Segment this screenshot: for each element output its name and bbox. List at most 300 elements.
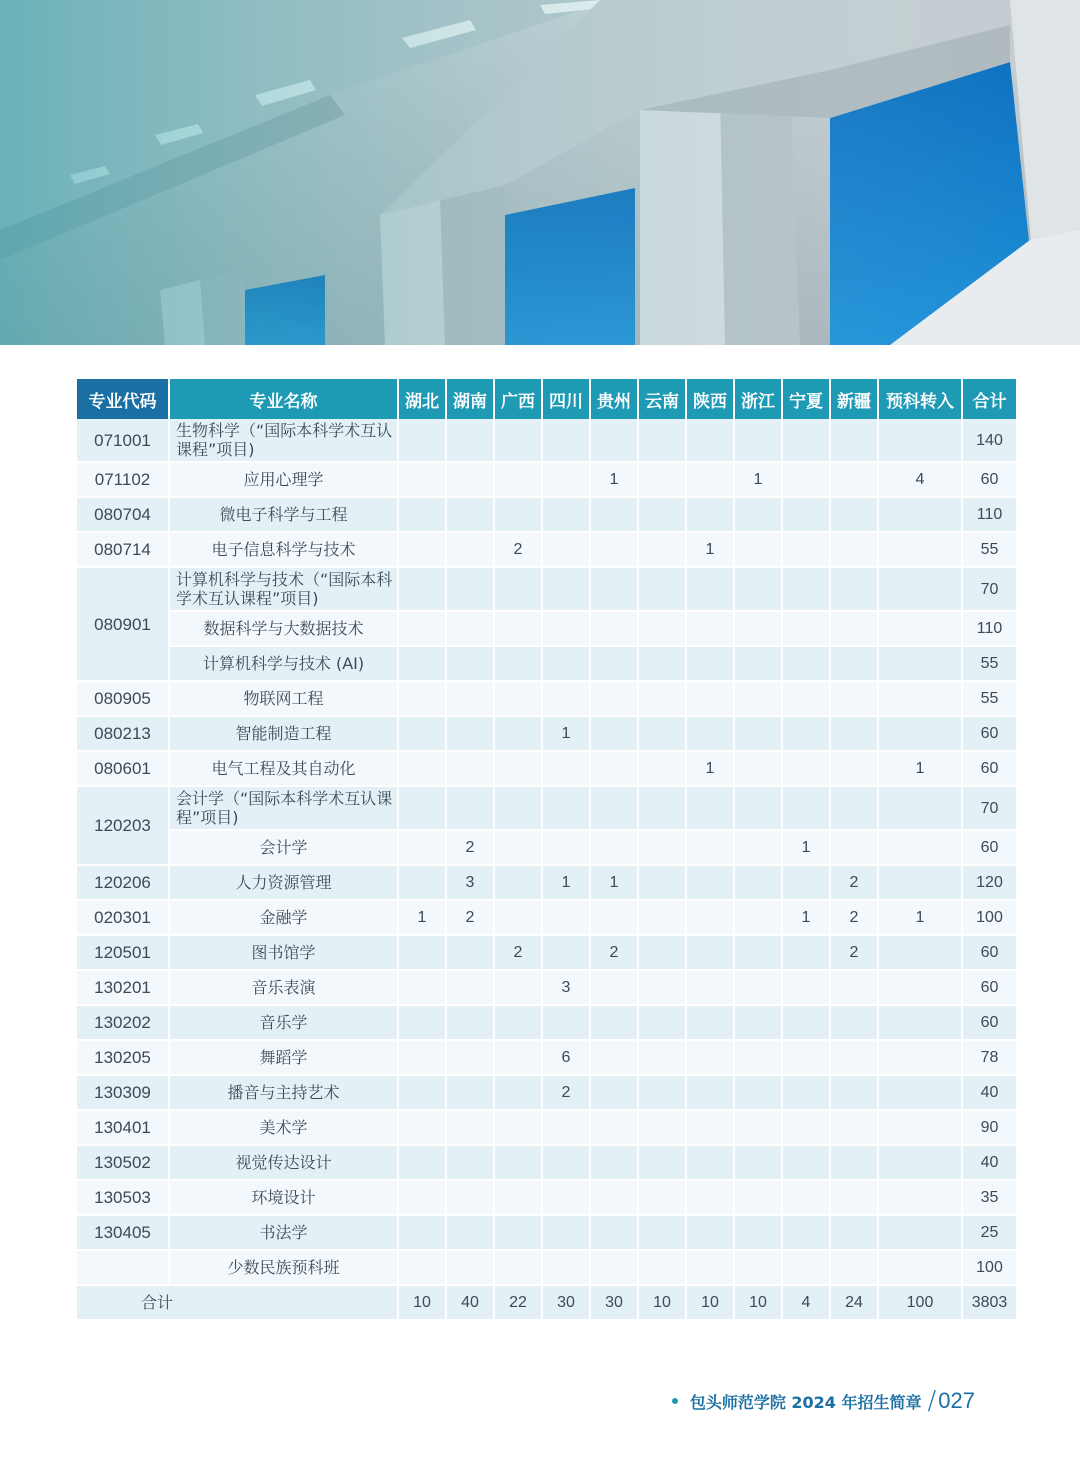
quota-cell [590,830,638,865]
quota-cell [494,1075,542,1110]
quota-cell [446,419,494,462]
major-name-cell: 音乐表演 [169,970,398,1005]
quota-cell [830,1250,878,1285]
footer-title: 包头师范学院 2024 年招生简章 [689,1392,922,1412]
quota-cell [638,611,686,646]
major-name-cell: 视觉传达设计 [169,1145,398,1180]
quota-cell [590,646,638,681]
quota-cell: 1 [878,751,962,786]
major-code-cell: 020301 [77,900,169,935]
quota-cell [782,419,830,462]
quota-cell [446,646,494,681]
row-total-cell: 40 [962,1075,1016,1110]
major-code-cell [77,1250,169,1285]
major-name-cell: 美术学 [169,1110,398,1145]
column-header-ningxia: 宁夏 [782,379,830,419]
quota-cell [398,497,446,532]
major-code-cell: 080601 [77,751,169,786]
major-name-cell: 会计学 [169,830,398,865]
quota-cell [878,830,962,865]
table-row [77,567,1016,611]
quota-cell [878,716,962,751]
quota-cell [734,935,782,970]
quota-cell [782,1215,830,1250]
quota-cell [398,419,446,462]
quota-cell [638,1215,686,1250]
quota-cell [542,1005,590,1040]
column-total-cell: 10 [398,1285,446,1320]
quota-cell [830,1005,878,1040]
table-row [77,1075,1016,1110]
quota-cell [638,567,686,611]
quota-cell [638,681,686,716]
quota-cell [542,1110,590,1145]
quota-cell [398,830,446,865]
major-name-cell: 舞蹈学 [169,1040,398,1075]
quota-cell [398,716,446,751]
quota-cell [494,1250,542,1285]
quota-cell: 4 [878,462,962,497]
quota-cell [494,419,542,462]
quota-cell [734,865,782,900]
quota-cell [686,462,734,497]
table-row [77,419,1016,462]
quota-cell [590,1250,638,1285]
table-row [77,462,1016,497]
major-name-cell: 音乐学 [169,1005,398,1040]
quota-cell [542,532,590,567]
quota-cell: 1 [398,900,446,935]
quota-cell [686,935,734,970]
quota-cell [398,935,446,970]
major-name-cell: 人力资源管理 [169,865,398,900]
quota-cell [830,497,878,532]
column-header-name: 专业名称 [169,379,398,419]
table-row [77,970,1016,1005]
major-code-cell: 130503 [77,1180,169,1215]
quota-cell [830,419,878,462]
quota-cell [542,419,590,462]
quota-cell [494,751,542,786]
quota-cell [878,865,962,900]
quota-cell [446,462,494,497]
quota-cell [878,970,962,1005]
quota-cell [590,611,638,646]
quota-cell [398,1110,446,1145]
column-total-cell: 30 [542,1285,590,1320]
quota-cell [878,1040,962,1075]
quota-cell [686,681,734,716]
row-total-cell: 70 [962,567,1016,611]
quota-cell [446,786,494,830]
major-name-cell: 会计学（“国际本科学术互认课程”项目) [169,786,398,830]
quota-cell [542,786,590,830]
quota-cell [446,1180,494,1215]
quota-cell: 2 [494,532,542,567]
quota-cell [830,1110,878,1145]
quota-cell [782,611,830,646]
quota-cell: 1 [590,865,638,900]
quota-cell [494,611,542,646]
quota-cell [686,1110,734,1145]
row-total-cell: 60 [962,716,1016,751]
row-total-cell: 60 [962,970,1016,1005]
quota-cell [590,1215,638,1250]
quota-cell [638,532,686,567]
row-total-cell: 60 [962,830,1016,865]
quota-cell [590,497,638,532]
table-row [77,716,1016,751]
quota-cell [686,646,734,681]
major-code-cell: 120501 [77,935,169,970]
quota-cell [782,567,830,611]
quota-cell [782,646,830,681]
quota-cell [686,611,734,646]
quota-cell [494,830,542,865]
quota-cell [782,1250,830,1285]
quota-cell: 2 [494,935,542,970]
quota-cell [734,497,782,532]
quota-cell [590,751,638,786]
quota-cell [878,567,962,611]
quota-cell [734,1180,782,1215]
quota-cell [446,1110,494,1145]
column-header-shaanxi: 陕西 [686,379,734,419]
major-code-cell: 130401 [77,1110,169,1145]
quota-cell [686,419,734,462]
quota-cell [590,567,638,611]
row-total-cell: 70 [962,786,1016,830]
quota-cell [398,786,446,830]
row-total-cell: 55 [962,532,1016,567]
quota-cell [638,1180,686,1215]
quota-cell [878,786,962,830]
quota-cell [398,1005,446,1040]
quota-cell: 1 [782,830,830,865]
grand-total-row [77,1285,1016,1320]
quota-cell [446,751,494,786]
quota-cell [494,865,542,900]
quota-cell [494,1215,542,1250]
quota-cell [494,567,542,611]
quota-cell [782,1075,830,1110]
quota-cell [782,681,830,716]
major-code-cell: 130202 [77,1005,169,1040]
quota-cell [494,900,542,935]
quota-cell [734,567,782,611]
quota-cell [494,716,542,751]
quota-cell [830,462,878,497]
column-header-zhejiang: 浙江 [734,379,782,419]
quota-cell [686,830,734,865]
quota-cell [542,1180,590,1215]
row-total-cell: 55 [962,646,1016,681]
major-name-cell: 电子信息科学与技术 [169,532,398,567]
quota-cell [638,1110,686,1145]
quota-cell [782,532,830,567]
column-total-cell: 4 [782,1285,830,1320]
quota-cell [542,567,590,611]
table-row [77,900,1016,935]
table-row [77,830,1016,865]
quota-cell [686,900,734,935]
quota-cell [542,1250,590,1285]
row-total-cell: 35 [962,1180,1016,1215]
quota-cell [734,532,782,567]
quota-cell [782,1005,830,1040]
quota-cell [638,865,686,900]
table-row [77,1005,1016,1040]
quota-cell [878,419,962,462]
column-total-cell: 24 [830,1285,878,1320]
quota-cell [590,1040,638,1075]
quota-cell [446,567,494,611]
quota-cell [446,1075,494,1110]
quota-cell [782,497,830,532]
quota-cell [686,567,734,611]
quota-cell [590,1075,638,1110]
major-code-cell: 071001 [77,419,169,462]
major-code-cell: 080704 [77,497,169,532]
quota-cell [590,1145,638,1180]
column-header-total: 合计 [962,379,1016,419]
quota-cell [398,1215,446,1250]
quota-cell [590,786,638,830]
page-footer [672,1386,975,1416]
row-total-cell: 100 [962,900,1016,935]
quota-cell [734,1145,782,1180]
quota-cell [782,462,830,497]
quota-cell [878,646,962,681]
row-total-cell: 40 [962,1145,1016,1180]
quota-cell [590,1005,638,1040]
major-code-cell: 130309 [77,1075,169,1110]
quota-cell [878,611,962,646]
quota-cell [638,419,686,462]
quota-cell [878,1145,962,1180]
quota-cell [734,1075,782,1110]
major-code-cell: 080213 [77,716,169,751]
column-header-yunnan: 云南 [638,379,686,419]
quota-cell [878,1110,962,1145]
quota-cell [830,646,878,681]
quota-cell: 3 [446,865,494,900]
table-row [77,935,1016,970]
quota-cell [830,1215,878,1250]
quota-cell [830,716,878,751]
major-name-cell: 生物科学（“国际本科学术互认课程”项目) [169,419,398,462]
major-name-cell: 计算机科学与技术（“国际本科学术互认课程”项目) [169,567,398,611]
quota-cell: 1 [542,716,590,751]
enrollment-table [77,379,1016,1321]
quota-cell [590,419,638,462]
page-number: 027 [938,1388,975,1413]
quota-cell [494,646,542,681]
column-total-cell: 10 [638,1285,686,1320]
quota-cell [638,646,686,681]
quota-cell [686,1040,734,1075]
quota-cell [638,786,686,830]
major-code-cell: 080905 [77,681,169,716]
quota-cell [734,419,782,462]
quota-cell: 2 [446,830,494,865]
quota-cell [782,935,830,970]
quota-cell [446,970,494,1005]
quota-cell [686,970,734,1005]
quota-cell [542,646,590,681]
quota-cell [542,935,590,970]
quota-cell: 6 [542,1040,590,1075]
grand-total-value: 3803 [962,1285,1016,1320]
table-row [77,1110,1016,1145]
quota-cell [686,865,734,900]
table-row [77,786,1016,830]
quota-cell [398,532,446,567]
major-name-cell: 环境设计 [169,1180,398,1215]
table-row [77,532,1016,567]
quota-cell: 1 [542,865,590,900]
quota-cell [446,1215,494,1250]
quota-cell [398,1180,446,1215]
quota-cell: 1 [590,462,638,497]
quota-cell [638,462,686,497]
quota-cell [782,751,830,786]
quota-cell [782,1040,830,1075]
quota-cell [734,830,782,865]
major-name-cell: 播音与主持艺术 [169,1075,398,1110]
slash-divider: / [927,1386,937,1416]
quota-cell [494,970,542,1005]
row-total-cell: 60 [962,751,1016,786]
quota-cell [782,786,830,830]
column-header-preparatory: 预科转入 [878,379,962,419]
quota-cell [542,681,590,716]
quota-cell [878,1215,962,1250]
quota-cell [398,1040,446,1075]
table-header-row [77,379,1016,419]
column-header-guizhou: 贵州 [590,379,638,419]
major-code-cell: 080901 [77,567,169,681]
quota-cell [686,1215,734,1250]
quota-cell [446,716,494,751]
quota-cell [830,567,878,611]
quota-cell [782,1180,830,1215]
quota-cell [686,1180,734,1215]
quota-cell: 2 [830,900,878,935]
quota-cell [446,1040,494,1075]
quota-cell [830,1075,878,1110]
quota-cell [734,681,782,716]
quota-cell [734,970,782,1005]
quota-cell [830,1145,878,1180]
quota-cell [830,751,878,786]
quota-cell [446,611,494,646]
column-header-code: 专业代码 [77,379,169,419]
quota-cell: 1 [686,751,734,786]
quota-cell [638,497,686,532]
quota-cell [398,1075,446,1110]
quota-cell [446,1250,494,1285]
column-total-cell: 10 [686,1285,734,1320]
quota-cell [734,1040,782,1075]
quota-cell [830,611,878,646]
quota-cell [590,970,638,1005]
column-header-hunan: 湖南 [446,379,494,419]
quota-cell: 1 [878,900,962,935]
row-total-cell: 55 [962,681,1016,716]
row-total-cell: 78 [962,1040,1016,1075]
quota-cell [398,751,446,786]
quota-cell [734,611,782,646]
quota-cell [494,786,542,830]
quota-cell [686,1250,734,1285]
quota-cell [638,1005,686,1040]
quota-cell [398,865,446,900]
table-row [77,611,1016,646]
quota-cell [494,1180,542,1215]
major-code-cell: 071102 [77,462,169,497]
quota-cell [590,900,638,935]
quota-cell [398,611,446,646]
quota-cell: 2 [830,935,878,970]
quota-cell [686,1145,734,1180]
quota-cell [734,786,782,830]
quota-cell: 2 [446,900,494,935]
quota-cell [782,716,830,751]
row-total-cell: 110 [962,497,1016,532]
major-name-cell: 物联网工程 [169,681,398,716]
table-row [77,1145,1016,1180]
quota-cell [590,532,638,567]
quota-cell [446,532,494,567]
quota-cell [686,716,734,751]
quota-cell [542,751,590,786]
quota-cell [542,1145,590,1180]
quota-cell: 1 [734,462,782,497]
quota-cell [446,1145,494,1180]
major-code-cell: 130201 [77,970,169,1005]
major-name-cell: 数据科学与大数据技术 [169,611,398,646]
row-total-cell: 60 [962,935,1016,970]
quota-cell [542,900,590,935]
table-row [77,751,1016,786]
quota-cell [398,970,446,1005]
major-name-cell: 图书馆学 [169,935,398,970]
column-total-cell: 40 [446,1285,494,1320]
column-header-guangxi: 广西 [494,379,542,419]
quota-cell [638,751,686,786]
major-name-cell: 智能制造工程 [169,716,398,751]
quota-cell [734,751,782,786]
row-total-cell: 110 [962,611,1016,646]
quota-cell [734,1005,782,1040]
major-code-cell: 080714 [77,532,169,567]
table-row [77,681,1016,716]
quota-cell [878,935,962,970]
quota-cell [686,1005,734,1040]
table-row [77,1250,1016,1285]
major-name-cell: 计算机科学与技术 (AI) [169,646,398,681]
quota-cell [446,681,494,716]
quota-cell [590,1180,638,1215]
quota-cell [542,497,590,532]
quota-cell [830,1040,878,1075]
quota-cell [782,1145,830,1180]
quota-cell: 2 [590,935,638,970]
quota-cell: 2 [542,1075,590,1110]
quota-cell [638,900,686,935]
quota-cell [830,830,878,865]
